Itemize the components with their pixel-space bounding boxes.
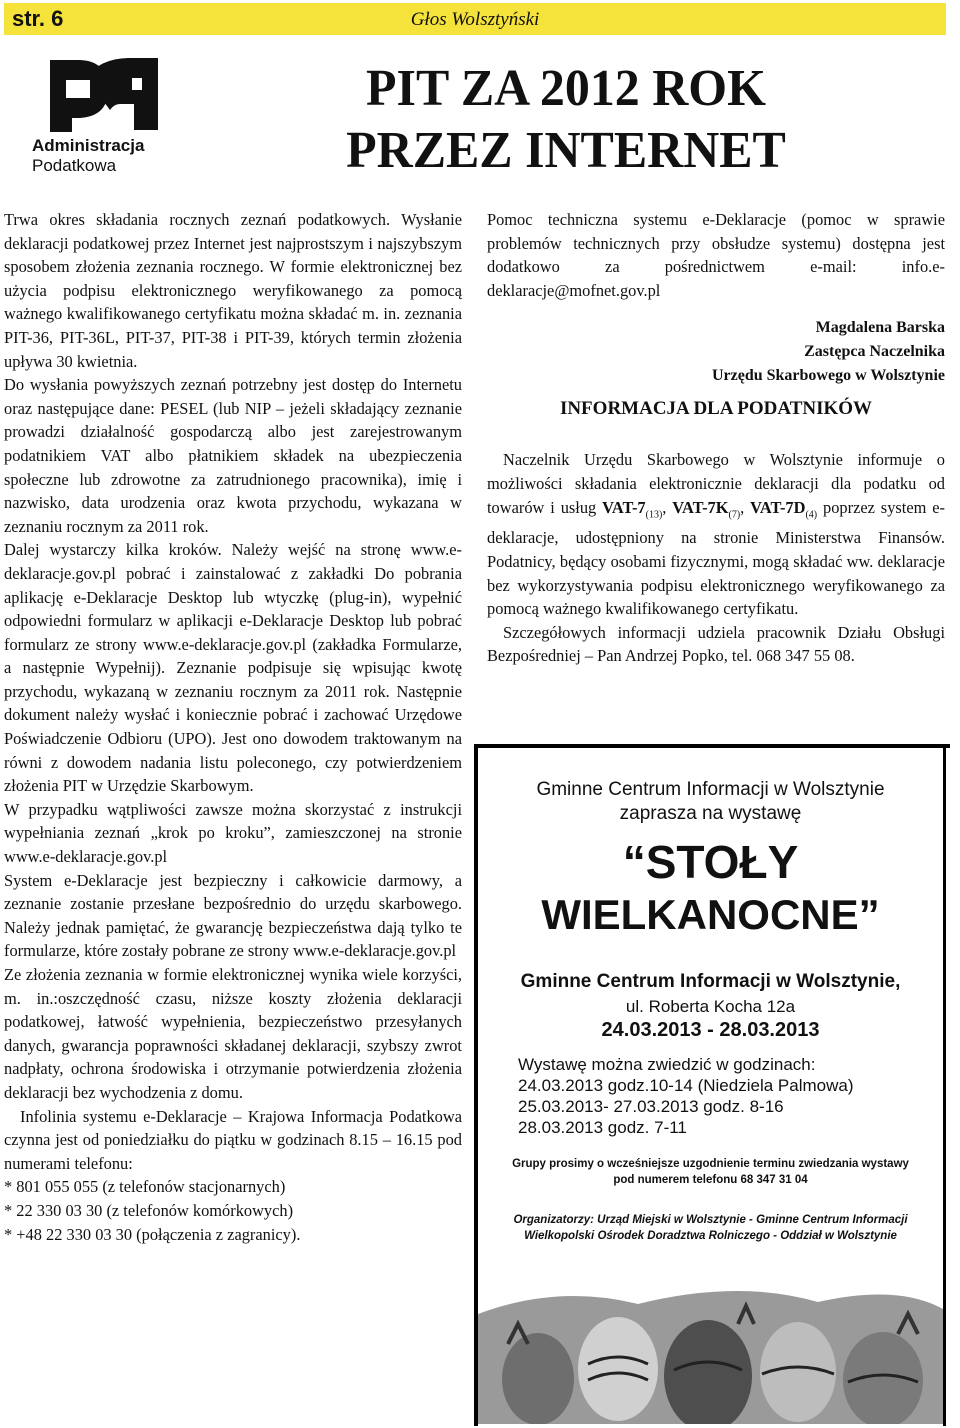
phone-line: * 22 330 03 30 (z telefonów komórkowych) bbox=[4, 1200, 294, 1220]
help-paragraph: Pomoc techniczna systemu e-Deklaracje (pomoc w sprawie problemów technicznych przy obsłudze systemu) dostępna jest dodatkowo za pośrednictwem e-mail: info.e-deklaracje@mofnet.gov.pl bbox=[487, 210, 945, 300]
poster-border bbox=[478, 744, 950, 748]
newspaper-name: Głos Wolsztyński bbox=[410, 9, 540, 30]
phone-line: * 801 055 055 (z telefonów stacjonarnych) bbox=[4, 1177, 286, 1197]
right-article-column bbox=[487, 208, 945, 668]
contact-paragraph: Szczegółowych informacji udziela pracownik Działu Obsługi Bezpośredniej – Pan Andrzej Popko, tel. 068 347 55 08. bbox=[487, 622, 945, 666]
paragraph: System e-Deklaracje jest bezpieczny i całkowicie darmowy, a zeznanie zostanie przesłane bezpośrednio do urzędu skarbowego. Należy jednak pamiętać, że gwarancję bezpieczeństwa dają tylko te formularze, które zostały pobrane ze strony www.e-deklaracje.gov.pl bbox=[4, 870, 462, 961]
phone-line: * +48 22 330 03 30 (połączenia z zagranicy). bbox=[4, 1224, 301, 1244]
logo-text: Administracja Podatkowa bbox=[32, 136, 145, 175]
page-number: str. 6 bbox=[12, 6, 64, 31]
poster-title: WIELKANOCNE” bbox=[541, 891, 880, 938]
paragraph: Dalej wystarczy kilka kroków. Należy wejść na stronę www.e-deklaracje.gov.pl pobrać i zainstalować z zakładki Do pobrania aplikację e-Deklaracje Desktop lub wtyczkę (plug-in), wypełnić odpowiedni formularz w aplikacji e-Deklaracje Desktop lub pobrać formularz ze strony www.e-deklaracje.gov.pl (zakładka Formularze, a następnie Wypełnij). Zeznanie podpisuje się wpisując kwotę przychodu, wykazaną w zeznaniu rocznym za 2011 rok. Następnie dokument należy wysłać i koniecznie pobrać i zachować Urzędowe Poświadczenie Odbioru (UPO). Jest ono dowodem traktowanym na równi z dowodem nadania listu poleconego, czy potwierdzeniem złożenia PIT w Urzędzie Skarbowym. bbox=[4, 540, 462, 796]
paragraph: Do wysłania powyższych zeznań potrzebny jest dostęp do Internetu oraz następujące dane: PESEL (lub NIP – jeżeli składający zeznanie prowadzi działalność gospodarczą albo jest zarejestrowanym podatnikiem VAT albo płatnikiem składek na ubezpieczenia społeczne lub zdrowotne za zatrudnionego pracownika), imię i nazwisko, data urodzenia oraz kwota przychodu, wykazana w zeznaniu rocznym za 2011 rok. bbox=[4, 375, 462, 536]
poster-organizers: Organizatorzy: Urząd Miejski w Wolsztynie - Gminne Centrum Informacji Wielkopolski Ośrodek Doradztwa Rolniczego - Oddział w Wolsztynie bbox=[513, 1214, 908, 1242]
easter-eggs-illustration-icon bbox=[478, 1284, 943, 1424]
poster-dates: 24.03.2013 - 28.03.2013 bbox=[601, 1019, 820, 1041]
poster-title: “STOŁY bbox=[622, 836, 799, 888]
headline: PIT ZA 2012 ROK PRZEZ INTERNET bbox=[346, 60, 786, 179]
poster-hours: Wystawę można zwiedzić w godzinach: 24.03.2013 godz.10-14 (Niedziela Palmowa) 25.03.2013- 27.03.2013 godz. 8-16 28.03.2013 godz. 7-11 bbox=[518, 1055, 854, 1137]
paragraph: Ze złożenia zeznania w formie elektronicznej wynika wiele korzyści, m. in.:oszczędność czasu, niższe koszty złożenia deklaracji podatkowej, łatwość wypełnienia, bezpieczeństwo przesyłanych danych, gwarancja poprawności składanej deklaracji, szybszy zwrot nadpłaty, ochrona środowiska i otrzymanie potwierdzenia złożenia deklaracji bez wychodzenia z domu. bbox=[4, 965, 462, 1102]
poster-org: Gminne Centrum Informacji w Wolsztynie bbox=[536, 779, 885, 800]
poster-groups: Grupy prosimy o wcześniejsze uzgodnienie terminu zwiedzania wystawy pod numerem telefonu 68 347 31 04 bbox=[512, 1158, 909, 1186]
poster-invite: zaprasza na wystawę bbox=[619, 803, 802, 824]
paragraph: Trwa okres składania rocznych zeznań podatkowych. Wysłanie deklaracji podatkowej przez Internet jest najprostszym i najszybszym sposobem złożenia zeznania rocznego. W formie elektronicznej bez użycia podpisu elektronicznego weryfikowanego za pomocą ważnego kwalifikowanego certyfikatu można składać m. in. zeznania PIT-36, PIT-36L, PIT-37, PIT-38 i PIT-39, których termin złożenia upływa 30 kwietnia. bbox=[4, 210, 462, 371]
info-paragraph: Naczelnik Urzędu Skarbowego w Wolsztynie informuje o możliwości składania elektronicznie deklaracji dla podatku od towarów i usług VAT-$7_{(13)}$, VAT-$7K_{(7)}$, VAT-$7D_{(4)}$ poprzez system e-deklaracje, udostępniony na stronie Ministerstwa Finansów. Podatnicy, będący osobami fizycznymi, mogą składać ww. deklaracje bez wykorzystywania podpisu elektronicznego weryfikowanego za pomocą ważnego kwalifikowanego certyfikatu. bbox=[487, 450, 945, 619]
left-article-column bbox=[4, 208, 462, 1246]
paragraph: Infolinia systemu e-Deklaracje – Krajowa Informacja Podatkowa czynna jest od poniedziałku do piątku w godzinach 8.15 – 16.15 pod numerami telefonu: bbox=[4, 1106, 462, 1173]
poster-venue: Gminne Centrum Informacji w Wolsztynie, bbox=[520, 971, 901, 992]
paragraph: W przypadku wątpliwości zawsze można skorzystać z instrukcji wypełniania zeznań „krok po kroku”, zamieszczonej na stronie www.e-deklaracje.gov.pl bbox=[4, 799, 462, 867]
signature: Magdalena Barska Zastępca Naczelnika Urzędu Skarbowego w Wolsztynie bbox=[711, 319, 945, 385]
header-bar bbox=[4, 3, 946, 35]
exhibition-poster bbox=[474, 744, 946, 1426]
poster-address: ul. Roberta Kocha 12a bbox=[625, 997, 796, 1016]
info-heading: INFORMACJA DLA PODATNIKÓW bbox=[559, 398, 873, 420]
